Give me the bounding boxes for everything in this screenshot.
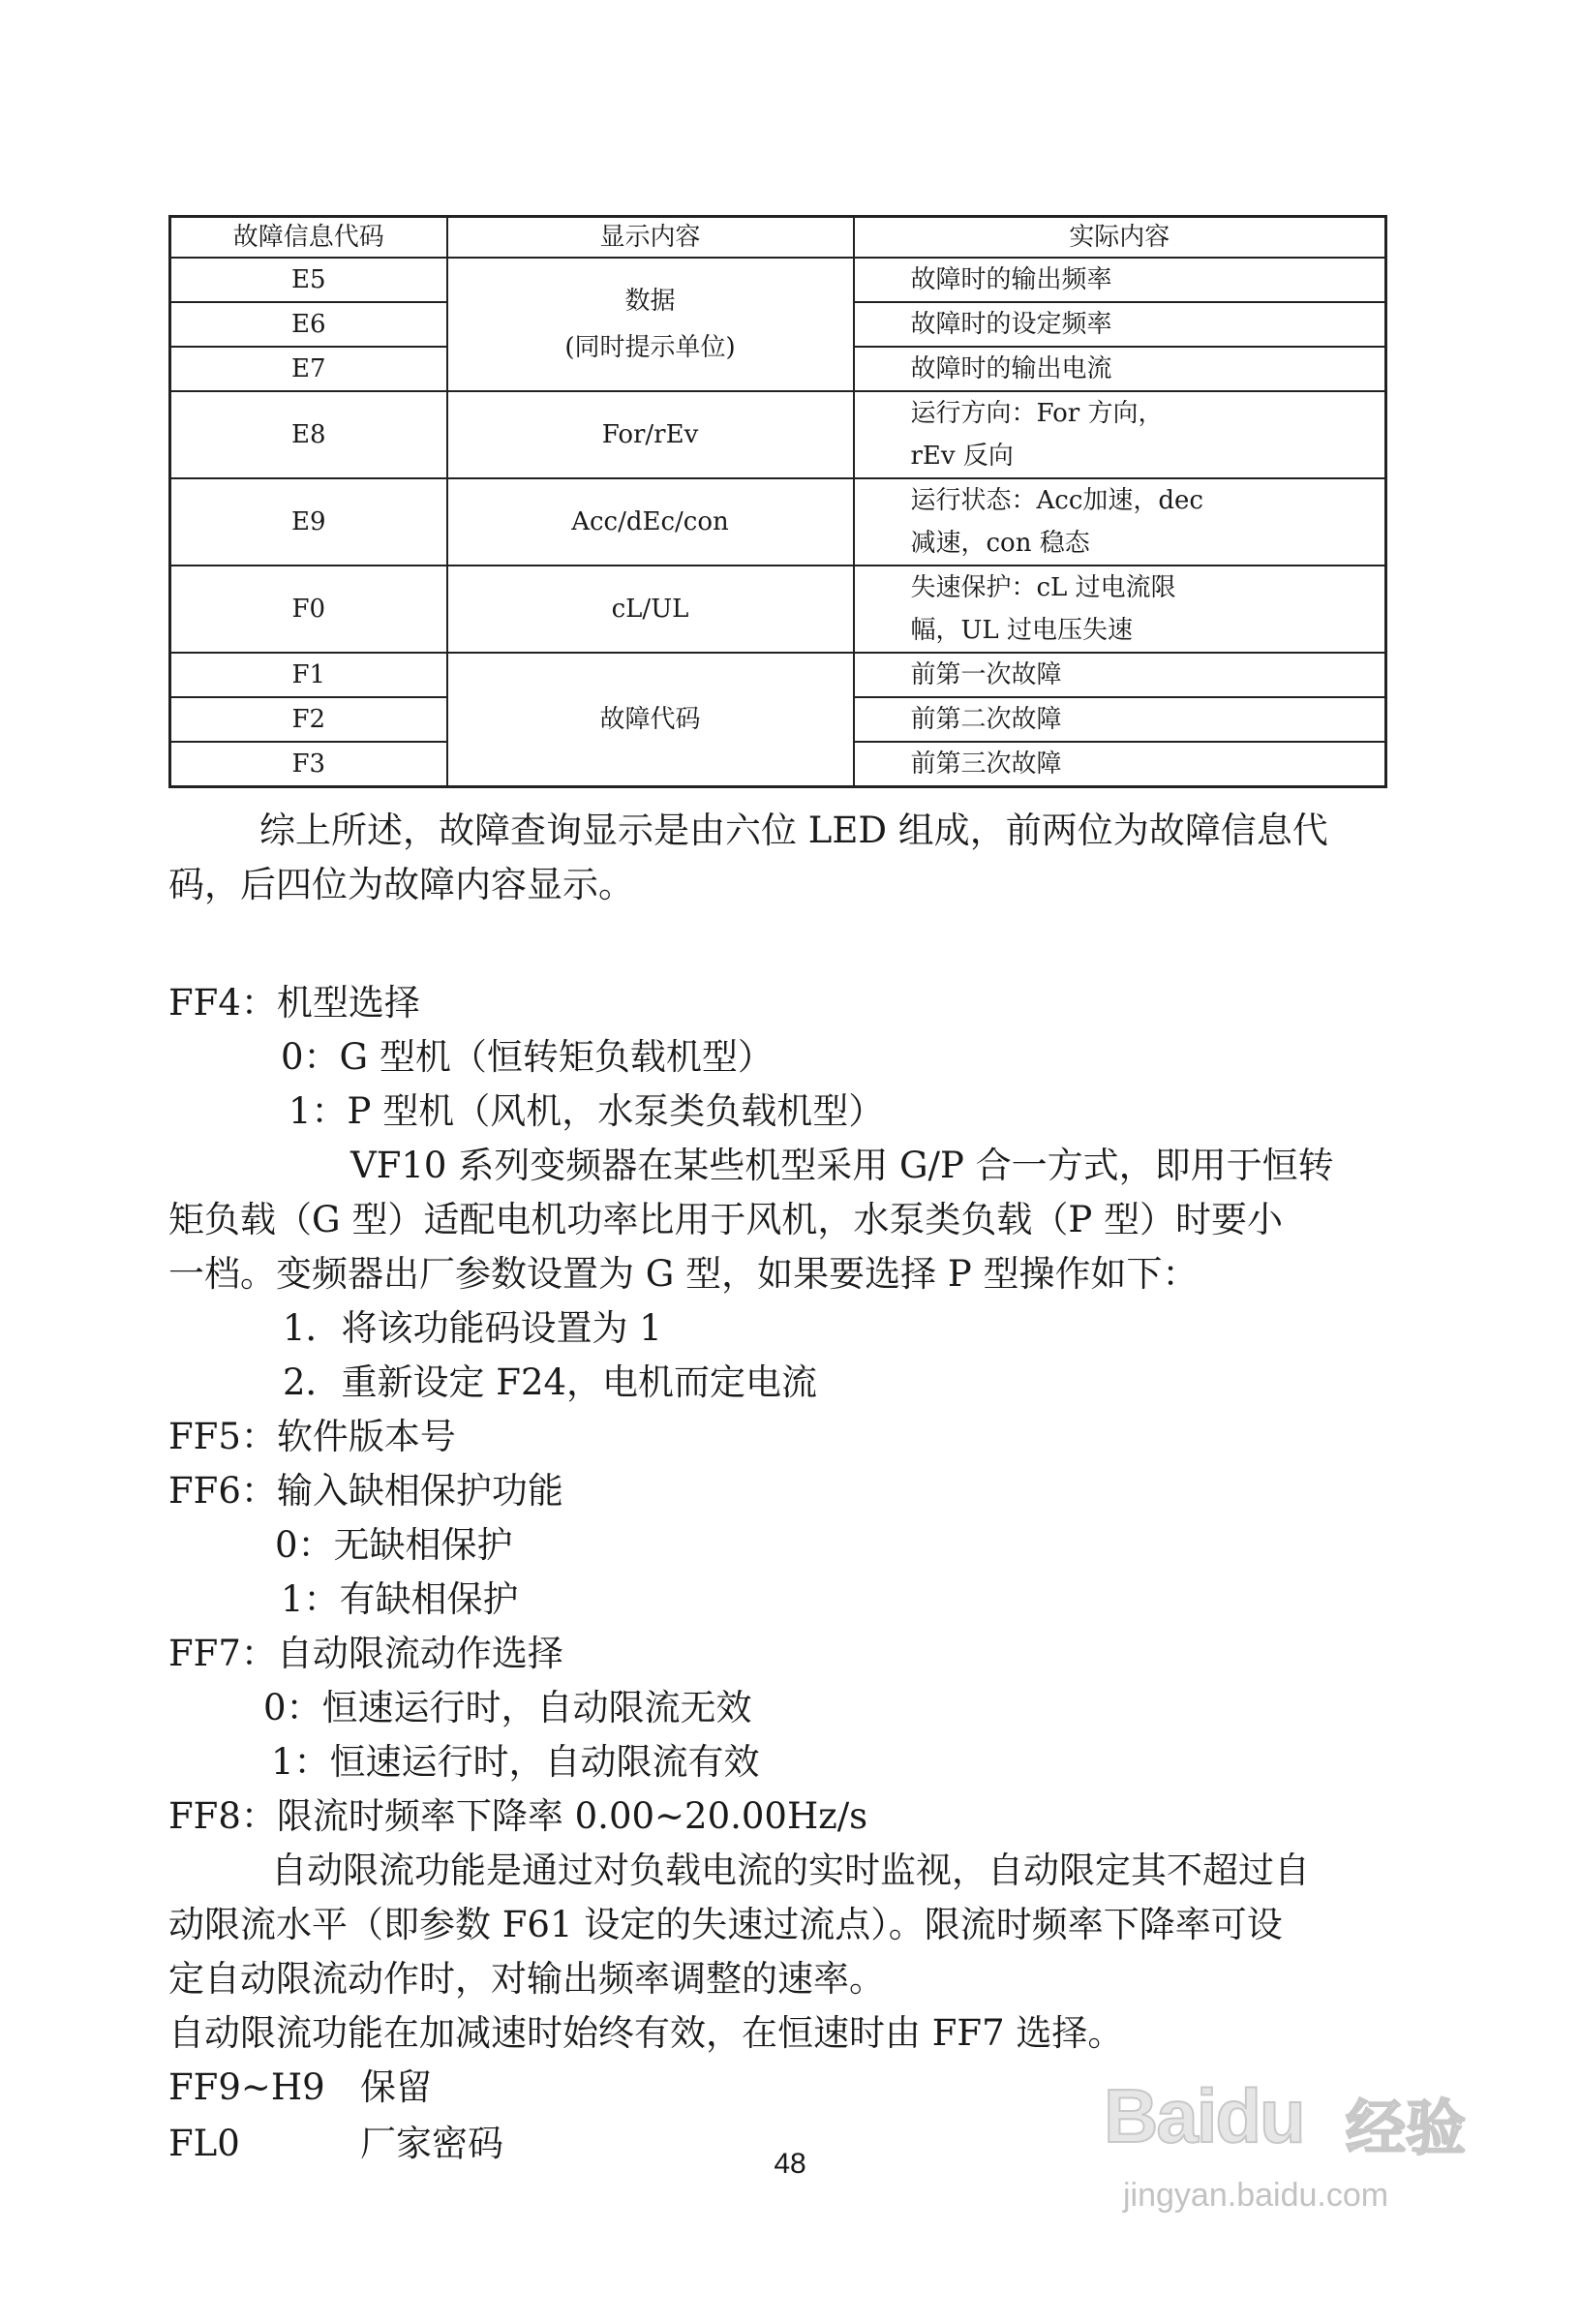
table-row (170, 391, 1386, 478)
summary-line2: 码，后四位为故障内容显示。 (168, 864, 634, 905)
cell-code: F0 (170, 566, 447, 653)
ff8-desc-line3: 定自动限流动作时，对输出频率调整的速率。 (168, 1958, 885, 2000)
ff4-desc-line3: 一档。变频器出厂参数设置为 G 型，如果要选择 P 型操作如下： (168, 1253, 1199, 1295)
summary-line1: 综上所述，故障查询显示是由六位 LED 组成，前两位为故障信息代 (259, 810, 1328, 851)
ff4-option-0: 0：G 型机（恒转矩负载机型） (281, 1036, 774, 1078)
cell-code: F1 (170, 653, 447, 697)
cell-actual: 前第二次故障 (854, 697, 1386, 742)
ff4-step2: 2．重新设定 F24，电机而定电流 (283, 1361, 818, 1403)
cell-display-data (447, 258, 854, 391)
page-number: 48 (774, 2148, 806, 2180)
ff4-desc-line2: 矩负载（G 型）适配电机功率比用于风机，水泵类负载（P 型）时要小 (168, 1199, 1283, 1240)
table-row (170, 258, 1386, 302)
cell-actual: 故障时的设定频率 (854, 302, 1386, 347)
ff6-option-0: 0：无缺相保护 (275, 1524, 513, 1566)
actual-line1: 运行方向：For 方向， (910, 399, 1164, 428)
ff6-option-1: 1：有缺相保护 (281, 1578, 519, 1620)
cell-display: cL/UL (447, 566, 854, 653)
baidu-watermark (1104, 2063, 1472, 2285)
header-actual-content: 实际内容 (854, 217, 1386, 259)
cell-code: F2 (170, 697, 447, 742)
ff4-option-1: 1：P 型机（风机，水泵类负载机型） (289, 1090, 885, 1132)
cell-display-fault-code: 故障代码 (447, 653, 854, 787)
cell-code: E5 (170, 258, 447, 302)
watermark-url: jingyan.baidu.com (1123, 2177, 1389, 2214)
header-fault-code: 故障信息代码 (170, 217, 447, 259)
actual-line1: 运行状态：Acc加速，dec (910, 486, 1203, 515)
actual-line2: 减速，con 稳态 (910, 529, 1090, 558)
actual-line2: rEv 反向 (910, 442, 1014, 471)
actual-line2: 幅，UL 过电压失速 (910, 616, 1133, 645)
ff4-step1: 1．将该功能码设置为 1 (283, 1307, 662, 1349)
ff8-title: FF8：限流时频率下降率 0.00~20.00Hz/s (168, 1795, 868, 1837)
ff7-title: FF7：自动限流动作选择 (168, 1633, 563, 1674)
cell-code: E8 (170, 391, 447, 478)
cell-code: F3 (170, 742, 447, 787)
fl0-label: 厂家密码 (360, 2123, 503, 2164)
watermark-logo: Baidu (1104, 2073, 1304, 2158)
ff9-code: FF9~H9 (168, 2066, 325, 2108)
ff4-title: FF4：机型选择 (168, 982, 420, 1024)
cell-actual (854, 391, 1386, 478)
ff7-option-1: 1：恒速运行时，自动限流有效 (271, 1741, 760, 1783)
ff6-title: FF6：输入缺相保护功能 (168, 1470, 563, 1512)
cell-display: Acc/dEc/con (447, 478, 854, 566)
cell-actual: 前第一次故障 (854, 653, 1386, 697)
ff4-desc-line1: VF10 系列变频器在某些机型采用 G/P 合一方式，即用于恒转 (350, 1145, 1334, 1186)
table-header-row (170, 217, 1386, 259)
cell-code: E7 (170, 347, 447, 391)
cell-actual (854, 566, 1386, 653)
fault-info-table (168, 215, 1387, 788)
fl0-code: FL0 (168, 2123, 240, 2164)
cell-actual: 前第三次故障 (854, 742, 1386, 787)
display-data-line1: 数据 (624, 287, 676, 316)
ff7-option-0: 0：恒速运行时，自动限流无效 (263, 1687, 752, 1728)
table-row (170, 653, 1386, 697)
cell-display: For/rEv (447, 391, 854, 478)
table-row (170, 478, 1386, 566)
watermark-cn: 经验 (1346, 2093, 1467, 2163)
actual-line1: 失速保护：cL 过电流限 (910, 573, 1176, 602)
ff8-desc-line1: 自动限流功能是通过对负载电流的实时监视，自动限定其不超过自 (271, 1850, 1310, 1891)
ff8-note: 自动限流功能在加减速时始终有效，在恒速时由 FF7 选择。 (168, 2012, 1124, 2054)
table-row (170, 566, 1386, 653)
cell-actual: 故障时的输出频率 (854, 258, 1386, 302)
header-display-content: 显示内容 (447, 217, 854, 259)
display-data-line2: (同时提示单位) (564, 333, 736, 362)
ff9-label: 保留 (360, 2066, 432, 2108)
ff5-title: FF5：软件版本号 (168, 1416, 456, 1457)
cell-actual: 故障时的输出电流 (854, 347, 1386, 391)
cell-code: E6 (170, 302, 447, 347)
cell-code: E9 (170, 478, 447, 566)
cell-actual (854, 478, 1386, 566)
ff8-desc-line2: 动限流水平（即参数 F61 设定的失速过流点）。限流时频率下降率可设 (168, 1904, 1283, 1945)
